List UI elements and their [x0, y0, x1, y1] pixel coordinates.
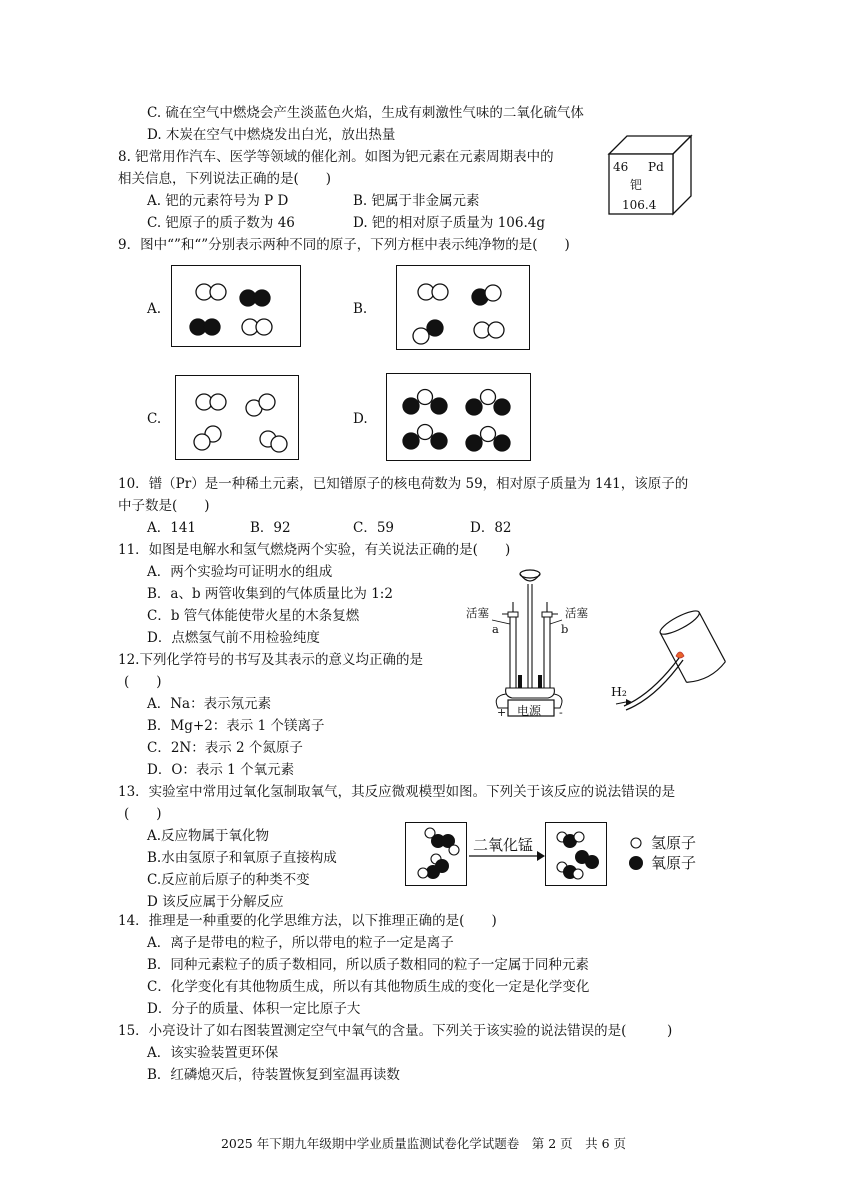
q12-option-b: B．Mg+2：表示 1 个镁离子	[147, 718, 325, 734]
q13-stem-line2: ( )	[124, 806, 162, 822]
q7-option-c: C. 硫在空气中燃烧会产生淡蓝色火焰，生成有刺激性气味的二氧化硫气体	[147, 105, 584, 121]
q14-option-b: B．同种元素粒子的质子数相同，所以质子数相同的粒子一定属于同种元素	[147, 957, 589, 973]
tube-b-label: b	[561, 622, 569, 636]
element-card-mass: 106.4	[622, 198, 657, 212]
q12-stem-line1: 12.下列化学符号的书写及其表示的意义均正确的是	[118, 652, 423, 668]
q9-label-c: C.	[147, 411, 162, 427]
q14-option-c: C．化学变化有其他物质生成，所以有其他物质生成的变化一定是化学变化	[147, 979, 590, 995]
power-plus-sign: +	[497, 706, 507, 719]
q9-stem: 9．图中“”和“”分别表示两种不同的原子，下列方框中表示纯净物的是( )	[118, 237, 570, 253]
product-model-box	[545, 822, 607, 886]
q13-option-a: A.反应物属于氧化物	[147, 828, 270, 844]
tube-a-label: a	[492, 622, 499, 636]
element-card-symbol: Pd	[648, 160, 664, 174]
q8-option-a: A. 钯的元素符号为 P D	[147, 193, 289, 209]
q8-option-d: D. 钯的相对原子质量为 106.4g	[353, 215, 546, 231]
q9-label-d: D.	[353, 411, 368, 427]
element-card-name: 钯	[630, 178, 643, 192]
q13-option-c: C.反应前后原子的种类不变	[147, 872, 310, 888]
q13-option-b: B.水由氢原子和氧原子直接构成	[147, 850, 337, 866]
q15-option-a: A．该实验装置更环保	[147, 1045, 279, 1061]
q14-option-a: A．离子是带电的粒子，所以带电的粒子一定是离子	[147, 935, 454, 951]
q13-stem-line1: 13．实验室中常用过氧化氢制取氧气，其反应微观模型如图。下列关于该反应的说法错误的是	[118, 784, 676, 800]
q9-box-d	[386, 373, 531, 461]
q13-option-d: D 该反应属于分解反应	[147, 894, 284, 910]
q11-option-b: B．a、b 两管收集到的气体质量比为 1:2	[147, 586, 393, 602]
q8-option-b: B. 钯属于非金属元素	[353, 193, 480, 209]
q12-option-d: D．O：表示 1 个氧元素	[147, 762, 295, 778]
hydrogen-combustion-figure	[612, 606, 722, 716]
q10-option-c: C．59	[353, 520, 395, 536]
q14-stem: 14．推理是一种重要的化学思维方法，以下推理正确的是( )	[118, 913, 497, 929]
q9-box-c	[175, 375, 299, 460]
page-footer: 2025 年下期九年级期中学业质量监测试卷化学试题卷 第 2 页 共 6 页	[220, 1136, 627, 1151]
q14-option-d: D．分子的质量、体积一定比原子大	[147, 1001, 361, 1017]
hydrogen-label: H₂	[611, 684, 627, 699]
oxygen-atom-legend-icon	[628, 855, 644, 871]
electrolysis-apparatus-figure	[462, 562, 592, 722]
q10-option-a: A．141	[147, 520, 197, 536]
stopcock-label-left: 活塞	[466, 606, 489, 620]
power-supply-label: 电源	[517, 704, 542, 718]
q8-option-c: C. 钯原子的质子数为 46	[147, 215, 295, 231]
q12-stem-line2: ( )	[124, 674, 162, 690]
q9-label-a: A.	[147, 301, 162, 317]
hydrogen-atom-legend-label: 氢原子	[651, 834, 697, 852]
reactant-model-box	[405, 822, 467, 886]
q10-option-b: B．92	[250, 520, 291, 536]
q11-option-c: C．b 管气体能使带火星的木条复燃	[147, 608, 360, 624]
q11-stem: 11．如图是电解水和氢气燃烧两个实验，有关说法正确的是( )	[118, 542, 511, 558]
q10-stem-line1: 10．镨（Pr）是一种稀土元素，已知镨原子的核电荷数为 59，相对原子质量为 141，该原子的	[118, 476, 689, 492]
oxygen-atom-legend-label: 氧原子	[651, 854, 697, 872]
q11-option-d: D．点燃氢气前不用检验纯度	[147, 630, 320, 646]
q15-option-b: B．红磷熄灭后，待装置恢复到室温再读数	[147, 1067, 400, 1083]
element-card-number: 46	[613, 160, 629, 174]
q10-stem-line2: 中子数是( )	[118, 498, 210, 514]
catalyst-label: 二氧化锰	[473, 836, 534, 854]
q9-label-b: B.	[353, 301, 368, 317]
hydrogen-atom-legend-icon	[629, 836, 643, 850]
q9-box-a	[171, 265, 301, 347]
q8-stem-line1: 8. 钯常用作汽车、医学等领域的催化剂。如图为钯元素在元素周期表中的	[118, 149, 554, 165]
q8-stem-line2: 相关信息，下列说法正确的是( )	[118, 171, 332, 187]
q12-option-a: A．Na：表示氖元素	[147, 696, 272, 712]
q12-option-c: C．2N：表示 2 个氮原子	[147, 740, 303, 756]
q7-option-d: D. 木炭在空气中燃烧发出白光，放出热量	[147, 127, 396, 143]
q15-stem: 15．小亮设计了如右图装置测定空气中氧气的含量。下列关于该实验的说法错误的是( )	[118, 1023, 673, 1039]
q9-box-b	[396, 265, 530, 350]
power-minus-sign: -	[559, 706, 563, 719]
stopcock-label-right: 活塞	[565, 606, 588, 620]
q11-option-a: A．两个实验均可证明水的组成	[147, 564, 333, 580]
q10-option-d: D．82	[470, 520, 512, 536]
